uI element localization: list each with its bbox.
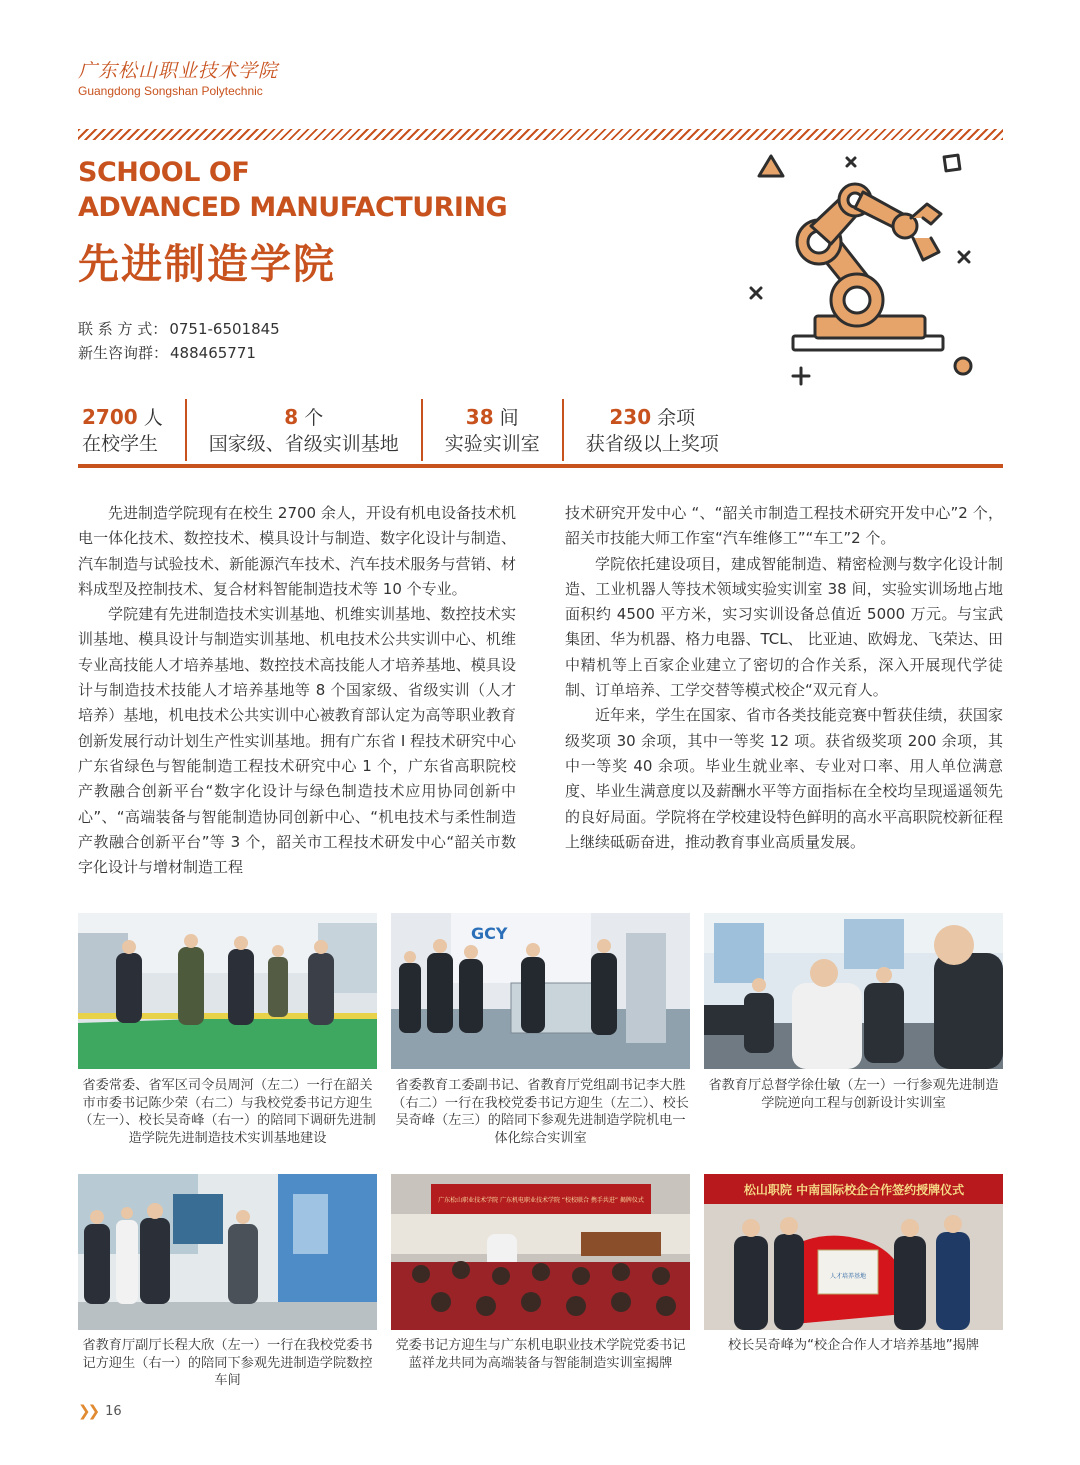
ceremony-banner-text: 松山职院 中南国际校企合作签约授牌仪式 xyxy=(743,1183,965,1197)
lab-sign-text: GCY xyxy=(471,924,508,943)
stats-underline xyxy=(78,464,1003,468)
robot-arm-icon xyxy=(745,148,985,398)
photo-caption: 省委常委、省军区司令员周河（左二）一行在韶关市市委书记陈少荣（右二）与我校党委书记方迎生（左一）、校长吴奇峰（右一）的陪同下调研先进制造学院先进制造技术实训基地建设 xyxy=(79,1078,376,1146)
logo-english: Guangdong Songshan Polytechnic xyxy=(78,84,263,98)
group-number: 488465771 xyxy=(170,344,256,362)
photo-visit-1 xyxy=(78,913,377,1069)
ring-icon xyxy=(955,358,971,374)
photo-visit-4 xyxy=(78,1174,377,1330)
square-icon xyxy=(944,155,960,171)
body-column-left xyxy=(78,501,516,880)
stat-number: 38 xyxy=(465,404,494,429)
cross-icon xyxy=(847,158,855,166)
stat-students xyxy=(78,399,185,461)
stat-number: 8 xyxy=(284,404,299,429)
triangle-icon xyxy=(759,156,783,176)
stat-labs xyxy=(421,399,562,461)
phone-number: 0751-6501845 xyxy=(169,320,280,338)
plus-icon xyxy=(793,368,809,384)
stat-label: 实验实训室 xyxy=(444,432,540,455)
cross-icon-right xyxy=(959,252,969,262)
photo-caption: 省委教育工委副书记、省教育厅党组副书记李大胜（右二）一行在我校党委书记方迎生（左二）、校长吴奇峰（左三）的陪同下参观先进制造学院机电一体化综合实训室 xyxy=(392,1078,689,1146)
group-label: 新生咨询群： xyxy=(78,344,169,362)
photo-visit-2 xyxy=(391,913,690,1069)
page-number: 16 xyxy=(105,1403,122,1419)
photo-ceremony-2 xyxy=(704,1174,1003,1330)
paragraph: 近年来，学生在国家、省市各类技能竞赛中暂获佳绩，获国家级奖项 30 余项，其中一等奖 12 项。获省级奖项 200 余项，其中一等奖 40 余项。毕业生就业率、专业对口率、用人单位满意度、毕业生满意度以及薪酬水平等方面指标在全校均呈现遥遥领先的良好局面。学院将在学校建设特色鲜明的高水平高职院校新征程上继续砥砺奋进，推动教育事业高质量发展。 xyxy=(565,706,1003,851)
contact-group-row xyxy=(78,341,282,365)
page-footer xyxy=(78,1402,122,1420)
paragraph: 先进制造学院现有在校生 2700 余人，开设有机电设备技术机电一体化技术、数控技术、模具设计与制造、数字化设计与制造、汽车制造与试验技术、新能源汽车技术、汽车技术服务与营销、材料成型及控制技术、复合材料智能制造技术等 10 个专业。 xyxy=(78,504,516,598)
stat-unit: 间 xyxy=(493,406,519,429)
photo-visit-3 xyxy=(704,913,1003,1069)
title-en-line2: ADVANCED MANUFACTURING xyxy=(78,192,508,223)
contact-phone-row xyxy=(78,317,282,341)
paragraph: 学院建有先进制造技术实训基地、机维实训基地、数控技术实训基地、模具设计与制造实训基地、机电技术公共实训中心、机维专业高技能人才培养基地、数控技术高技能人才培养基地、模具设计与制造技术技能人才培养基地等 8 个国家级、省级实训（人才培养）基地，机电技术公共实训中心被教育部认定为高等职业教育创新发展行动计划生产性实训基地。拥有广东省 I 程技术研究中心广东省绿色与智能制造工程技术研究中心 1 个，广东省高职院校产教融合创新平台“数字化设计与绿色制造技术应用协同创新中心”、“高端装备与智能制造协同创新中心、“机电技术与柔性制造产教融合创新平台”等 3 个，韶关市工程技术研发中心“韶关市数字化设计与增材制造工程 xyxy=(78,605,516,877)
phone-label: 联 系 方 式： xyxy=(78,320,168,338)
cross-icon-left xyxy=(751,288,761,298)
photo-caption: 校长吴奇峰为“校企合作人才培养基地”揭牌 xyxy=(727,1338,980,1353)
logo-chinese: 广东松山职业技术学院 xyxy=(78,60,279,82)
contact-info xyxy=(78,317,282,365)
ceremony-banner-text: 广东松山职业技术学院 广东机电职业技术学院 “校校联合 携手共进” 揭牌仪式 xyxy=(438,1197,644,1204)
stat-awards xyxy=(562,399,741,461)
stats-row xyxy=(78,399,1003,461)
stat-label: 国家级、省级实训基地 xyxy=(208,432,399,455)
stat-unit: 余项 xyxy=(651,406,696,429)
stat-unit: 人 xyxy=(137,406,163,429)
photo-caption: 省教育厅总督学徐仕敏（左一）一行参观先进制造学院逆向工程与创新设计实训室 xyxy=(708,1078,999,1111)
double-chevron-icon: ❯❯ xyxy=(78,1402,98,1420)
photo-caption: 党委书记方迎生与广东机电职业技术学院党委书记蓝祥龙共同为高端装备与智能制造实训室揭牌 xyxy=(395,1338,686,1371)
photo-caption: 省教育厅副厅长程大欣（左一）一行在我校党委书记方迎生（右一）的陪同下参观先进制造学院数控车间 xyxy=(82,1338,373,1388)
paragraph: 学院依托建设项目，建成智能制造、精密检测与数字化设计制造、工业机器人等技术领域实验实训室 38 间，实验实训场地占地面积约 4500 平方米，实习实训设备总值近 5000 万元。与宝武集团、华为机器、格力电器、TCL、 比亚迪、欧姆龙、飞荣达、田中精机等上百家企业建立了密切的合作关系，深入开展现代学徒制、订单培养、工学交替等模式校企“双元育人。 xyxy=(565,554,1003,700)
hatched-divider xyxy=(78,129,1003,140)
stat-unit: 个 xyxy=(298,406,324,429)
photo-ceremony-1 xyxy=(391,1174,690,1330)
plaque-text: 人才培养基地 xyxy=(829,1273,867,1280)
body-column-right xyxy=(565,501,1003,855)
title-en-line1: SCHOOL OF xyxy=(78,157,250,188)
stat-label: 获省级以上奖项 xyxy=(585,432,719,455)
paragraph: 技术研究开发中心 “、“韶关市制造工程技术研究开发中心”2 个，韶关市技能大师工作室“汽车维修工”“车工”2 个。 xyxy=(565,504,1003,548)
stat-label: 在校学生 xyxy=(82,432,159,455)
stat-number: 2700 xyxy=(82,404,138,429)
page-title: 先进制造学院 xyxy=(78,240,336,288)
page-title-english xyxy=(78,155,507,225)
school-logo xyxy=(78,56,278,98)
stat-bases xyxy=(185,399,421,461)
stat-number: 230 xyxy=(609,404,652,429)
